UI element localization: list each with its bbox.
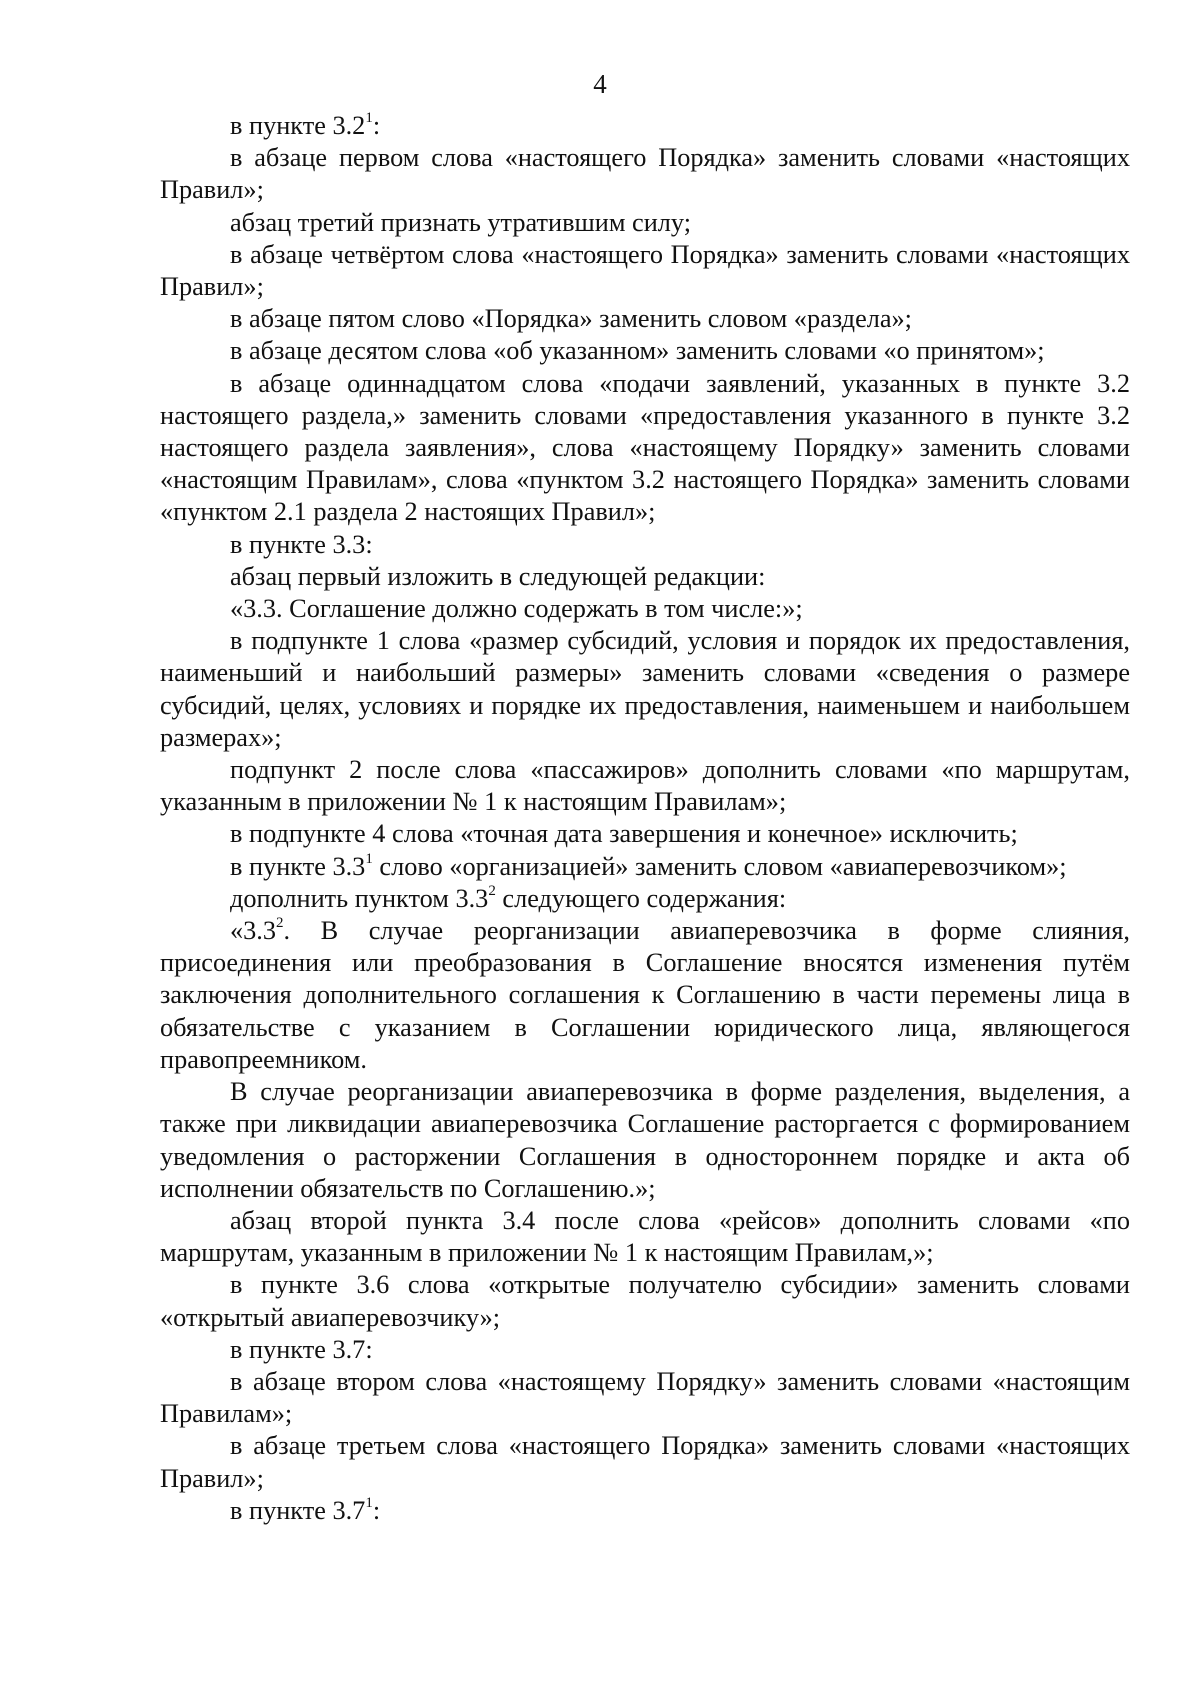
paragraph-text: подпункт 2 после слова «пассажиров» дополнить словами «по маршрутам, указанным в приложении № 1 к настоящим Правилам»; — [160, 755, 1130, 817]
paragraph — [160, 593, 1130, 625]
paragraph — [160, 110, 1130, 142]
paragraph-text: в пункте 3.7 — [230, 1495, 366, 1525]
paragraph-text: в абзаце втором слова «настоящему Порядку» заменить словами «настоящим Правилам»; — [160, 1366, 1130, 1429]
paragraph-text: «3.3 — [230, 916, 277, 946]
superscript: 2 — [276, 915, 284, 932]
paragraph — [160, 851, 1130, 883]
paragraph-text: «3.3. Соглашение должно содержать в том числе:»; — [230, 594, 803, 624]
paragraph-text: абзац первый изложить в следующей редакции: — [230, 561, 766, 591]
paragraph-text-continued: : — [372, 111, 381, 140]
paragraph-text: В случае реорганизации авиаперевозчика в форме разделения, выделения, а также при ликвидации авиаперевозчика Соглашение расторгается с формированием уведомления о расторжении Соглашения в одностороннем порядке и акта об исполнении обязательств по Соглашению.»; — [160, 1077, 1130, 1203]
paragraph — [160, 207, 1130, 239]
paragraph — [160, 883, 1130, 915]
paragraph — [160, 142, 1130, 206]
paragraph — [160, 335, 1130, 367]
paragraph-text: в абзаце третьем слова «настоящего Порядка» заменить словами «настоящих Правил»; — [160, 1431, 1130, 1493]
paragraph-text: дополнить пунктом 3.3 — [230, 883, 489, 913]
paragraph — [160, 1205, 1130, 1269]
paragraph-text: абзац третий признать утратившим силу; — [230, 207, 692, 237]
paragraph — [160, 561, 1130, 593]
paragraph-text: в пункте 3.7: — [230, 1334, 373, 1364]
paragraph-text: в пункте 3.2 — [230, 111, 366, 140]
page-number: 4 — [593, 69, 607, 99]
paragraph-text-continued: : — [372, 1495, 381, 1525]
paragraph — [160, 368, 1130, 529]
paragraph-text: в абзаце четвёртом слова «настоящего Порядка» заменить словами «настоящих Правил»; — [160, 239, 1130, 302]
document-body — [160, 110, 1130, 1527]
paragraph-text: в пункте 3.3 — [230, 851, 366, 881]
paragraph — [160, 1366, 1130, 1430]
paragraph-text: в подпункте 1 слова «размер субсидий, условия и порядок их предоставления, наименьший и наибольший размеры» заменить словами «сведения о размере субсидий, целях, условиях и порядке их предоставления, наименьшем и наибольшем размерах»; — [160, 626, 1130, 752]
paragraph-text-continued: следующего содержания: — [495, 883, 787, 913]
paragraph-text: в абзаце одиннадцатом слова «подачи заявлений, указанных в пункте 3.2 настоящего раздела,» заменить словами «предоставления указанного в пункте 3.2 настоящего раздела заявления», слова «настоящему Порядку» заменить словами «настоящим Правилам», слова «пунктом 3.2 настоящего Порядка» заменить словами «пунктом 2.1 раздела 2 настоящих Правил»; — [160, 368, 1130, 527]
paragraph — [160, 818, 1130, 850]
paragraph — [160, 625, 1130, 754]
paragraph-text: абзац второй пункта 3.4 после слова «рейсов» дополнить словами «по маршрутам, указанным в приложении № 1 к настоящим Правилам,»; — [160, 1205, 1130, 1268]
superscript: 1 — [365, 1494, 373, 1511]
superscript: 2 — [488, 883, 496, 900]
superscript: 1 — [365, 850, 373, 867]
paragraph — [160, 1495, 1130, 1527]
paragraph — [160, 1334, 1130, 1366]
paragraph — [160, 1430, 1130, 1494]
paragraph-text: в пункте 3.3: — [230, 529, 373, 559]
paragraph — [160, 239, 1130, 303]
paragraph — [160, 915, 1130, 1076]
paragraph-text: в пункте 3.6 слова «открытые получателю субсидии» заменить словами «открытый авиаперевозчику»; — [160, 1270, 1130, 1332]
paragraph — [160, 303, 1130, 335]
paragraph-text-continued: . В случае реорганизации авиаперевозчика в форме слияния, присоединения или преобразования в Соглашение вносятся изменения путём заключения дополнительного соглашения к Соглашению в части перемены лица в обязательстве с указанием в Соглашении юридического лица, являющегося правопреемником. — [160, 916, 1130, 1074]
paragraph — [160, 754, 1130, 818]
paragraph — [160, 529, 1130, 561]
paragraph — [160, 1076, 1130, 1205]
superscript: 1 — [365, 110, 373, 127]
paragraph-text: в подпункте 4 слова «точная дата завершения и конечное» исключить; — [230, 819, 1018, 849]
paragraph-text: в абзаце пятом слово «Порядка» заменить словом «раздела»; — [230, 304, 912, 334]
paragraph — [160, 1269, 1130, 1333]
paragraph-text: в абзаце десятом слова «об указанном» заменить словами «о принятом»; — [230, 336, 1045, 366]
paragraph-text-continued: слово «организацией» заменить словом «авиаперевозчиком»; — [372, 851, 1067, 881]
paragraph-text: в абзаце первом слова «настоящего Порядка» заменить словами «настоящих Правил»; — [160, 143, 1130, 205]
